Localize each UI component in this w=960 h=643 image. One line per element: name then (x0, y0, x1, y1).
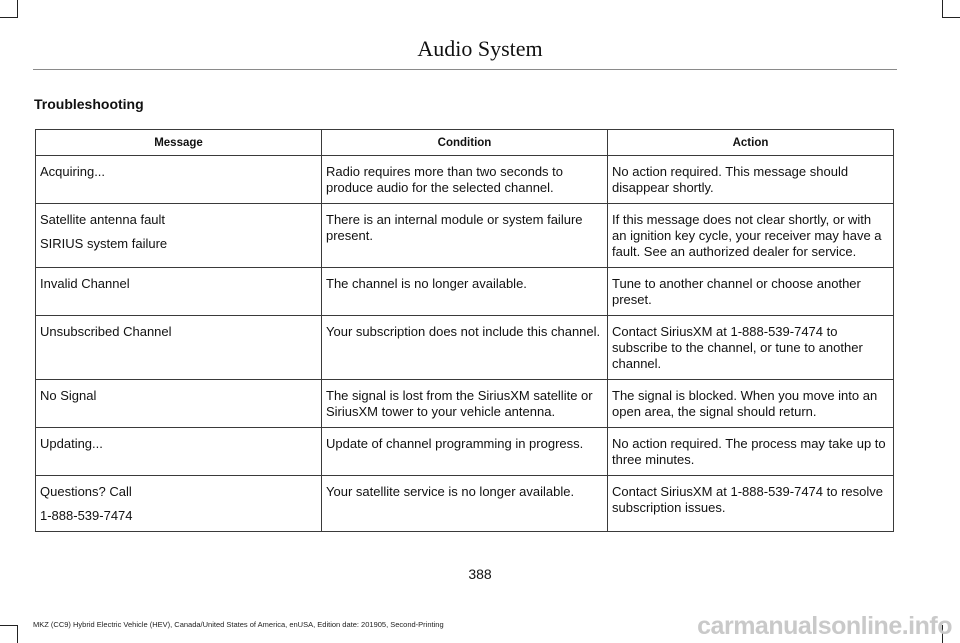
troubleshooting-table (35, 129, 894, 532)
condition-cell: Your satellite service is no longer available. (322, 476, 608, 532)
crop-mark (0, 17, 18, 18)
condition-cell: The channel is no longer available. (322, 268, 608, 316)
action-cell: Contact SiriusXM at 1-888-539-7474 to resolve subscription issues. (608, 476, 894, 532)
page-number: 388 (468, 566, 492, 582)
table-row (36, 268, 894, 316)
message-text: Updating... (40, 436, 103, 451)
crop-mark (942, 17, 960, 18)
table-row (36, 380, 894, 428)
column-header-action: Action (608, 130, 894, 156)
message-text: Invalid Channel (40, 276, 130, 291)
crop-mark (0, 625, 18, 626)
page-title: Audio System (417, 36, 543, 61)
table-row (36, 204, 894, 268)
table-row (36, 316, 894, 380)
message-cell (36, 156, 322, 204)
condition-cell: The signal is lost from the SiriusXM satellite or SiriusXM tower to your vehicle antenna. (322, 380, 608, 428)
condition-cell: There is an internal module or system failure present. (322, 204, 608, 268)
header-divider (33, 69, 897, 70)
message-cell (36, 476, 322, 532)
message-text: Questions? Call (40, 484, 132, 499)
action-cell: No action required. This message should disappear shortly. (608, 156, 894, 204)
message-text: SIRIUS system failure (40, 236, 168, 251)
action-cell: Contact SiriusXM at 1-888-539-7474 to subscribe to the channel, or tune to another channel. (608, 316, 894, 380)
condition-cell: Radio requires more than two seconds to produce audio for the selected channel. (322, 156, 608, 204)
action-cell: If this message does not clear shortly, or with an ignition key cycle, your receiver may have a fault. See an authorized dealer for service. (608, 204, 894, 268)
condition-cell: Your subscription does not include this channel. (322, 316, 608, 380)
action-cell: Tune to another channel or choose another preset. (608, 268, 894, 316)
column-header-message: Message (36, 130, 322, 156)
message-cell (36, 316, 322, 380)
footer-text: MKZ (CC9) Hybrid Electric Vehicle (HEV), Canada/United States of America, enUSA, Edition date: 201905, Second-Printing (33, 620, 444, 629)
message-text: Unsubscribed Channel (40, 324, 172, 339)
table-body (36, 156, 894, 532)
condition-cell: Update of channel programming in progress. (322, 428, 608, 476)
section-title: Troubleshooting (34, 96, 144, 112)
watermark-logo: carmanualsonline.info (697, 612, 952, 640)
table-header-row (36, 130, 894, 156)
column-header-condition: Condition (322, 130, 608, 156)
message-text: No Signal (40, 388, 97, 403)
action-cell: No action required. The process may take up to three minutes. (608, 428, 894, 476)
message-cell (36, 204, 322, 268)
crop-mark (17, 0, 18, 18)
table-row (36, 428, 894, 476)
message-cell (36, 268, 322, 316)
message-cell (36, 428, 322, 476)
table-row (36, 476, 894, 532)
crop-mark (942, 0, 943, 18)
message-text: Acquiring... (40, 164, 106, 179)
message-cell (36, 380, 322, 428)
message-text: Satellite antenna fault (40, 212, 166, 227)
message-text: 1-888-539-7474 (40, 508, 133, 523)
crop-mark (17, 625, 18, 643)
action-cell: The signal is blocked. When you move into an open area, the signal should return. (608, 380, 894, 428)
table-row (36, 156, 894, 204)
